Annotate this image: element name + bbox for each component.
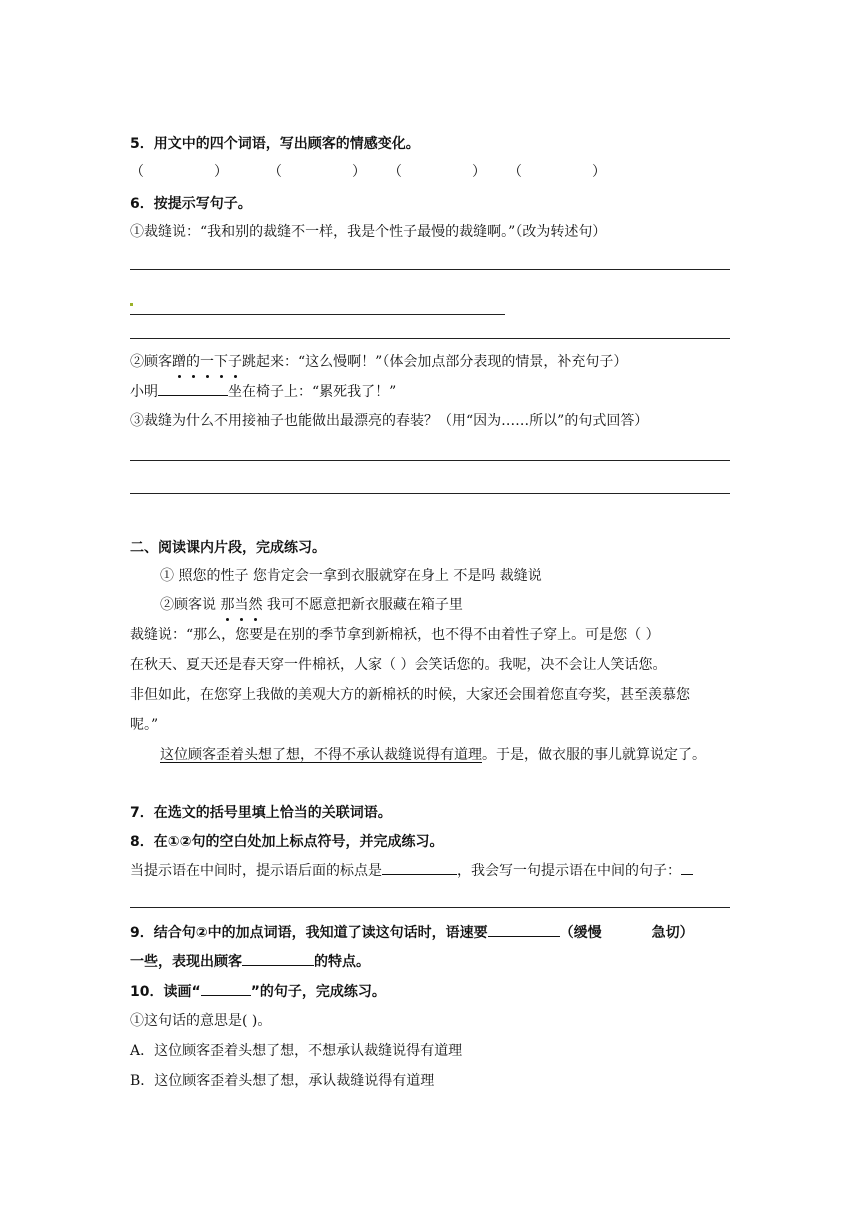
option-a[interactable]: A．这位顾客歪着头想了想，不想承认裁缝说得有道理 bbox=[130, 1043, 463, 1059]
passage-line: 在秋天、夏天还是春天穿一件棉袄，人家（ ）会笑话您的。我呢，决不会让人笑话您。 bbox=[130, 657, 667, 673]
answer-line[interactable] bbox=[130, 269, 730, 270]
fill-blank bbox=[201, 981, 251, 996]
q9-line-2: 一些，表现出顾客 的特点。 bbox=[130, 951, 370, 972]
passage-line: 呢。” bbox=[130, 717, 159, 733]
q6-item-2-fill: 小明 坐在椅子上：“累死我了！” bbox=[130, 381, 396, 402]
fill-blank[interactable] bbox=[242, 951, 314, 966]
answer-line[interactable] bbox=[130, 460, 730, 461]
sentence-2: ②顾客说 那当然 我可不愿意把新衣服藏在箱子里 bbox=[160, 597, 463, 613]
q5-title: 5．用文中的四个词语，写出顾客的情感变化。 bbox=[130, 136, 420, 152]
fill-blank[interactable] bbox=[681, 860, 693, 875]
q9-line-1: 9．结合句②中的加点词语，我知道了读这句话时，语速要 （缓慢 急切） bbox=[130, 922, 694, 943]
q10-item-1: ①这句话的意思是( )。 bbox=[130, 1013, 272, 1029]
sentence-1: ① 照您的性子 您肯定会一拿到衣服就穿在身上 不是吗 裁缝说 bbox=[160, 568, 542, 584]
section-2-title: 二、阅读课内片段，完成练习。 bbox=[130, 540, 326, 556]
answer-line[interactable] bbox=[130, 314, 505, 315]
passage-line: 裁缝说：“那么，您要是在别的季节拿到新棉袄，也不得不由着性子穿上。可是您（ ） bbox=[130, 627, 660, 643]
paren-4[interactable]: （ ） bbox=[508, 164, 606, 180]
q8-title: 8．在①②句的空白处加上标点符号，并完成练习。 bbox=[130, 834, 444, 850]
answer-line[interactable] bbox=[130, 493, 730, 494]
q6-item-1: ①裁缝说：“我和别的裁缝不一样，我是个性子最慢的裁缝啊。”（改为转述句） bbox=[130, 224, 607, 240]
fill-blank[interactable] bbox=[158, 381, 228, 396]
q7-title: 7．在选文的括号里填上恰当的关联词语。 bbox=[130, 805, 392, 821]
green-marker bbox=[130, 303, 133, 306]
paren-3[interactable]: （ ） bbox=[388, 164, 486, 180]
answer-line[interactable] bbox=[130, 338, 730, 339]
q8-line: 当提示语在中间时，提示语后面的标点是 ，我会写一句提示语在中间的句子： bbox=[130, 860, 693, 881]
option-b[interactable]: B．这位顾客歪着头想了想，承认裁缝说得有道理 bbox=[130, 1073, 435, 1089]
passage-line-underlined: 这位顾客歪着头想了想，不得不承认裁缝说得有道理。于是，做衣服的事儿就算说定了。 bbox=[160, 747, 706, 763]
passage-line: 非但如此，在您穿上我做的美观大方的新棉袄的时候，大家还会围着您直夸奖，甚至羡慕您 bbox=[130, 687, 690, 703]
underlined-sentence: 这位顾客歪着头想了想，不得不承认裁缝说得有道理 bbox=[160, 747, 482, 763]
paren-1[interactable]: （ ） bbox=[130, 164, 228, 180]
q6-item-2: ②顾客蹭的一下子跳起来：“这么慢啊！”（体会加点部分表现的情景，补充句子） bbox=[130, 354, 628, 370]
q6-title: 6．按提示写句子。 bbox=[130, 196, 252, 212]
answer-line[interactable] bbox=[130, 907, 730, 908]
q5-answer-parens bbox=[130, 162, 606, 182]
paren-2[interactable]: （ ） bbox=[268, 164, 366, 180]
fill-blank[interactable] bbox=[382, 860, 457, 875]
q6-item-3: ③裁缝为什么不用接袖子也能做出最漂亮的春装？（用“因为……所以”的句式回答） bbox=[130, 413, 649, 429]
q10-title: 10．读画“ ”的句子，完成练习。 bbox=[130, 981, 386, 1002]
fill-blank[interactable] bbox=[488, 922, 560, 937]
